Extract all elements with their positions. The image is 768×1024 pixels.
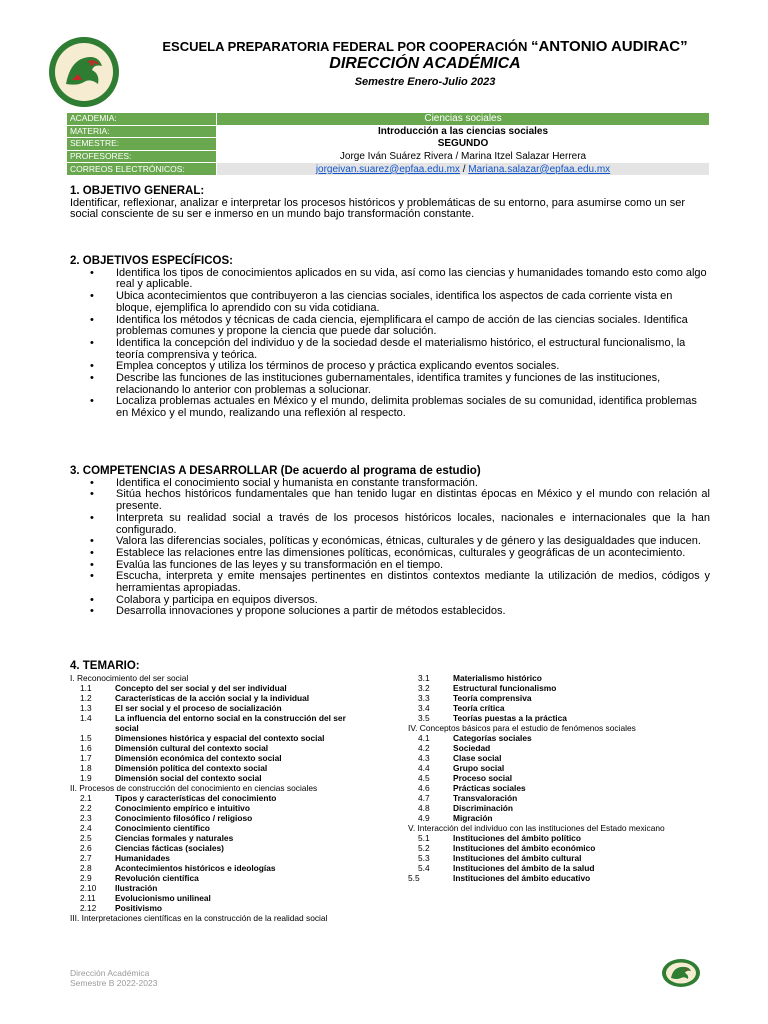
- list-item: • Describe las funciones de las instituciones gubernamentales, identifica tramites y funciones de las instituciones, relacionando lo anterior con problemas a solucionar.: [70, 373, 710, 396]
- temario-item-number: 4.1: [418, 733, 430, 743]
- temario-item: [408, 813, 708, 823]
- temario-item-text: Categorías sociales: [453, 733, 532, 743]
- temario-item: [70, 713, 360, 733]
- temario-item-text: Humanidades: [115, 853, 170, 863]
- footer: [70, 968, 157, 988]
- temario-item-number: 3.3: [418, 693, 430, 703]
- temario-item: [408, 763, 708, 773]
- temario-item-text: La influencia del entorno social en la construcción del ser social: [115, 713, 346, 733]
- school-title: [125, 38, 725, 55]
- list-item: • Interpreta su realidad social a través de los procesos históricos locales, nacionales e internacionales que la han configurado.: [70, 513, 710, 536]
- temario-item-text: Proceso social: [453, 773, 513, 783]
- temario-item: [70, 773, 360, 783]
- temario-item: [70, 903, 360, 913]
- temario-item: [70, 853, 360, 863]
- temario-item-number: 2.10: [80, 883, 97, 893]
- temario-item: [408, 743, 708, 753]
- info-row: [67, 150, 710, 163]
- temario-item-number: 4.8: [418, 803, 430, 813]
- temario-item: [408, 733, 708, 743]
- temario-item-number: 2.12: [80, 903, 97, 913]
- info-row: [67, 163, 710, 176]
- temario-item: [408, 843, 708, 853]
- list-item: • Desarrolla innovaciones y propone soluciones a partir de métodos establecidos.: [70, 606, 710, 618]
- temario-item-text: Teoría comprensiva: [453, 693, 532, 703]
- temario-item-number: 1.6: [80, 743, 92, 753]
- info-row: [67, 125, 710, 138]
- temario-item-number: 2.8: [80, 863, 92, 873]
- temario-section: [70, 661, 710, 673]
- temario-item-number: 1.5: [80, 733, 92, 743]
- temario-item-number: 1.3: [80, 703, 92, 713]
- section-title: 4. TEMARIO:: [70, 660, 140, 672]
- info-value: [217, 163, 710, 176]
- temario-item: [408, 683, 708, 693]
- temario-item: [70, 833, 360, 843]
- list-item: • Colabora y participa en equipos diversos.: [70, 595, 710, 607]
- info-value: Introducción a las ciencias sociales: [217, 125, 710, 138]
- info-value: Jorge Iván Suárez Rivera / Marina Itzel Salazar Herrera: [217, 150, 710, 163]
- temario-unit: III. Interpretaciones científicas en la construcción de la realidad social: [70, 913, 328, 923]
- temario-item-number: 2.6: [80, 843, 92, 853]
- temario-item-text: Acontecimientos históricos e ideologías: [115, 863, 276, 873]
- temario-item-text: Clase social: [453, 753, 502, 763]
- temario-item-number: 2.5: [80, 833, 92, 843]
- info-label: PROFESORES:: [67, 150, 217, 163]
- list-item: • Identifica los métodos y técnicas de cada ciencia, ejemplificara el campo de acción de las ciencias sociales. Identifica problemas comunes y propone la ciencia que puede dar solución.: [70, 315, 710, 338]
- list-item: • Sitúa hechos históricos fundamentales que han tenido lugar en distintas épocas en México y el mundo con relación al presente.: [70, 489, 710, 512]
- temario-item-text: El ser social y el proceso de socialización: [115, 703, 282, 713]
- info-value: SEGUNDO: [217, 138, 710, 151]
- temario-item-text: Teorías puestas a la práctica: [453, 713, 567, 723]
- temario-item-number: 1.2: [80, 693, 92, 703]
- temario-item: [408, 773, 708, 783]
- temario-item-number: 5.4: [418, 863, 430, 873]
- temario-left-column: [70, 673, 360, 923]
- course-info-table: [66, 112, 710, 176]
- temario-item-text: Dimensiones histórica y espacial del contexto social: [115, 733, 325, 743]
- temario-item: [70, 803, 360, 813]
- temario-item-number: 2.2: [80, 803, 92, 813]
- temario-item-number: 5.1: [418, 833, 430, 843]
- info-label: SEMESTRE:: [67, 138, 217, 151]
- temario-item: [70, 813, 360, 823]
- temario-item: [70, 793, 360, 803]
- semester-title: Semestre Enero-Julio 2023: [354, 76, 496, 88]
- temario-item-text: Prácticas sociales: [453, 783, 526, 793]
- temario-item-number: 2.11: [80, 893, 96, 903]
- temario-item-text: Teoría crítica: [453, 703, 505, 713]
- info-label: CORREOS ELECTRÓNICOS:: [67, 163, 217, 176]
- info-label: ACADEMIA:: [67, 113, 217, 126]
- temario-item-text: Dimensión política del contexto social: [115, 763, 268, 773]
- temario-item-number: 2.9: [80, 873, 92, 883]
- objetivos-especificos-section: [70, 256, 710, 420]
- temario-item-text: Ciencias formales y naturales: [115, 833, 234, 843]
- temario-item-text: Materialismo histórico: [453, 673, 542, 683]
- temario-item-text: Conocimiento filosófico / religioso: [115, 813, 253, 823]
- objetivo-general-text: Identificar, reflexionar, analizar e interpretar los procesos históricos y problemáticas de su entorno, para asumirse como un ser social consciente de su ser e inmerso en un mundo bajo transformación constante.: [70, 196, 686, 221]
- temario-item: [408, 693, 708, 703]
- email-link-2[interactable]: Mariana.salazar@epfaa.edu.mx: [468, 163, 611, 175]
- temario-item: [408, 803, 708, 813]
- temario-item-text: Ciencias fácticas (sociales): [115, 843, 224, 853]
- footer-logo: [661, 958, 701, 988]
- objetivo-general-section: [70, 186, 710, 221]
- temario-item-number: 1.8: [80, 763, 92, 773]
- temario-unit: V. Interacción del individuo con las instituciones del Estado mexicano: [408, 823, 665, 833]
- temario-item: [408, 753, 708, 763]
- temario-item-number: 4.6: [418, 783, 430, 793]
- temario-item-text: Instituciones del ámbito educativo: [453, 873, 591, 883]
- temario-item-text: Transvaloración: [453, 793, 518, 803]
- temario-item-text: Dimensión social del contexto social: [115, 773, 262, 783]
- temario-item-number: 3.2: [418, 683, 430, 693]
- footer-line-2: Semestre B 2022-2023: [70, 978, 158, 988]
- temario-item-text: Grupo social: [453, 763, 505, 773]
- temario-item-text: Positivismo: [115, 903, 163, 913]
- temario-item: [70, 863, 360, 873]
- list-item: • Evalúa las funciones de las leyes y su transformación en el tiempo.: [70, 560, 710, 572]
- temario-item: [70, 823, 360, 833]
- school-logo: [48, 36, 120, 108]
- temario-item-text: Conocimiento empírico e intuitivo: [115, 803, 250, 813]
- temario-item: [408, 833, 708, 843]
- temario-item-text: Discriminación: [453, 803, 514, 813]
- competencias-list: [70, 478, 710, 618]
- temario-item: [70, 703, 360, 713]
- list-item: • Valora las diferencias sociales, políticas y económicas, étnicas, culturales y de género y las desigualdades que inducen.: [70, 536, 710, 548]
- footer-line-1: Dirección Académica: [70, 968, 150, 978]
- temario-item-number: 2.1: [80, 793, 92, 803]
- temario-item-text: Tipos y características del conocimiento: [115, 793, 277, 803]
- temario-item: [70, 753, 360, 763]
- temario-item: [70, 683, 360, 693]
- temario-item: [408, 853, 708, 863]
- dragon-seal-icon: [48, 36, 120, 108]
- school-prefix: ESCUELA PREPARATORIA FEDERAL POR COOPERACIÓN: [162, 39, 531, 54]
- temario-item: [70, 763, 360, 773]
- temario-item-text: Instituciones del ámbito político: [453, 833, 581, 843]
- temario-item-number: 4.5: [418, 773, 430, 783]
- temario-item-text: Instituciones del ámbito cultural: [453, 853, 582, 863]
- temario-item-text: Sociedad: [453, 743, 491, 753]
- section-title: 3. COMPETENCIAS A DESARROLLAR (De acuerdo al programa de estudio): [70, 465, 481, 477]
- school-name: “ANTONIO AUDIRAC”: [530, 38, 688, 55]
- list-item: • Identifica el conocimiento social y humanista en constante transformación.: [70, 478, 710, 490]
- temario-item-number: 1.7: [80, 753, 92, 763]
- temario-item-number: 2.4: [80, 823, 92, 833]
- temario-item-number: 4.4: [418, 763, 430, 773]
- temario-right-column: [408, 673, 708, 883]
- temario-item-text: Dimensión cultural del contexto social: [115, 743, 269, 753]
- temario-item: [70, 743, 360, 753]
- temario-item-number: 3.4: [418, 703, 430, 713]
- temario-item: [408, 873, 708, 883]
- temario-item-text: Ilustración: [115, 883, 158, 893]
- email-separator: /: [459, 163, 469, 175]
- dragon-seal-icon: [661, 958, 701, 988]
- temario-item-text: Dimensión económica del contexto social: [115, 753, 282, 763]
- list-item: • Identifica la concepción del individuo y de la sociedad desde el materialismo histórico, el estructural funcionalismo, la teoría comprensiva y teórica.: [70, 338, 710, 361]
- temario-item: [408, 713, 708, 723]
- objetivos-list: [70, 268, 710, 420]
- temario-item-text: Instituciones del ámbito económico: [453, 843, 596, 853]
- temario-item-text: Revolución científica: [115, 873, 199, 883]
- section-title: 2. OBJETIVOS ESPECÍFICOS:: [70, 255, 233, 267]
- temario-item-number: 1.1: [80, 683, 92, 693]
- list-item: • Escucha, interpreta y emite mensajes pertinentes en distintos contextos mediante la utilización de medios, códigos y herramientas apropiadas.: [70, 571, 710, 594]
- temario-item-text: Estructural funcionalismo: [453, 683, 557, 693]
- temario-item: [70, 693, 360, 703]
- temario-item-number: 4.3: [418, 753, 430, 763]
- list-item: • Establece las relaciones entre las dimensiones políticas, económicas, culturales y geográficas de un acontecimiento.: [70, 548, 710, 560]
- email-link-1[interactable]: jorgeivan.suarez@epfaa.edu.mx: [315, 163, 460, 175]
- temario-item: [70, 843, 360, 853]
- temario-unit: II. Procesos de construcción del conocimiento en ciencias sociales: [70, 783, 318, 793]
- temario-item: [408, 673, 708, 683]
- info-row: [67, 138, 710, 151]
- temario-item: [408, 783, 708, 793]
- temario-item-text: Concepto del ser social y del ser individual: [115, 683, 287, 693]
- temario-item-number: 2.3: [80, 813, 92, 823]
- temario-item: [408, 703, 708, 713]
- temario-item-number: 1.4: [80, 713, 92, 723]
- temario-item: [408, 863, 708, 873]
- temario-item-text: Conocimiento científico: [115, 823, 210, 833]
- section-title: 1. OBJETIVO GENERAL:: [70, 185, 205, 197]
- info-value: Ciencias sociales: [217, 113, 710, 126]
- competencias-section: [70, 466, 710, 618]
- temario-item-number: 2.7: [80, 853, 92, 863]
- temario-item: [70, 733, 360, 743]
- temario-item-number: 5.2: [418, 843, 430, 853]
- temario-item-number: 1.9: [80, 773, 92, 783]
- temario-item: [70, 883, 360, 893]
- temario-item: [70, 893, 360, 903]
- temario-unit: IV. Conceptos básicos para el estudio de fenómenos sociales: [408, 723, 636, 733]
- temario-item-text: Migración: [453, 813, 493, 823]
- temario-item: [70, 873, 360, 883]
- temario-item-text: Características de la acción social y la individual: [115, 693, 310, 703]
- temario-item-number: 4.2: [418, 743, 430, 753]
- temario-item-number: 4.9: [418, 813, 430, 823]
- temario-item-number: 3.1: [418, 673, 430, 683]
- list-item: • Emplea conceptos y utiliza los términos de proceso y práctica explicando eventos sociales.: [70, 361, 710, 373]
- temario-item-number: 5.3: [418, 853, 430, 863]
- list-item: • Identifica los tipos de conocimientos aplicados en su vida, así como las ciencias y humanidades tomando esto como algo real y aplicable.: [70, 268, 710, 291]
- info-row: [67, 113, 710, 126]
- list-item: • Localiza problemas actuales en México y el mundo, delimita problemas sociales de su comunidad, identifica problemas en México y el mundo, realizando una reflexión al respecto.: [70, 396, 710, 419]
- temario-item-text: Instituciones del ámbito de la salud: [453, 863, 595, 873]
- direction-title: DIRECCIÓN ACADÉMICA: [329, 55, 521, 72]
- temario-item-number: 5.5: [408, 873, 420, 883]
- temario-item-text: Evolucionismo unilineal: [115, 893, 211, 903]
- temario-item: [408, 793, 708, 803]
- info-label: MATERIA:: [67, 125, 217, 138]
- temario-item-number: 3.5: [418, 713, 430, 723]
- temario-item-number: 4.7: [418, 793, 430, 803]
- temario-unit: I. Reconocimiento del ser social: [70, 673, 189, 683]
- list-item: • Ubica acontecimientos que contribuyeron a las ciencias sociales, identifica los aspectos de cada corriente vista en bloque, ejemplifica lo aprendido con su vida cotidiana.: [70, 291, 710, 314]
